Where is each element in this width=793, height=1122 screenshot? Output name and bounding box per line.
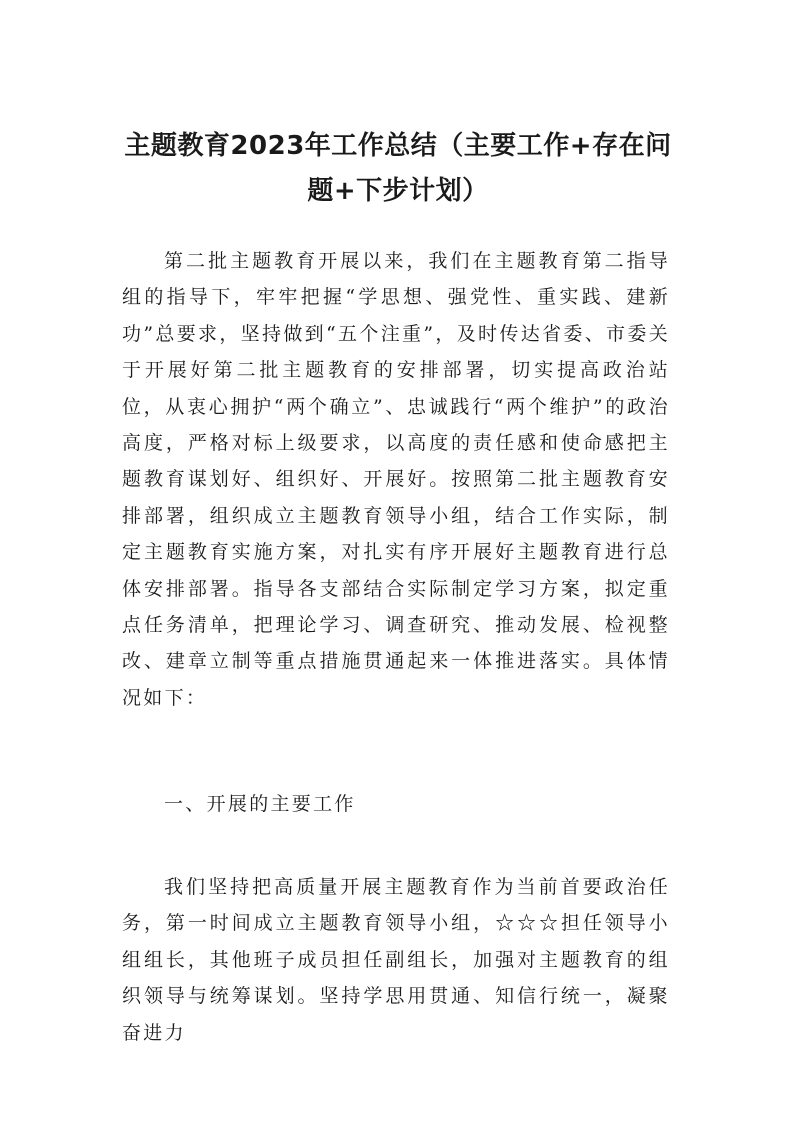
section-paragraph: 我们坚持把高质量开展主题教育作为当前首要政治任务，第一时间成立主题教育领导小组，☆☆☆担任领导小组组长，其他班子成员担任副组长，加强对主题教育的组织领导与统筹谋划。坚持学思用贯通、知信行统一，凝聚奋进力 <box>122 876 670 1044</box>
intro-paragraph: 第二批主题教育开展以来，我们在主题教育第二指导组的指导下，牢牢把握“学思想、强党性、重实践、建新功”总要求，坚持做到“五个注重”，及时传达省委、市委关于开展好第二批主题教育的安排部署，切实提高政治站位，从衷心拥护“两个确立”、忠诚践行“两个维护”的政治高度，严格对标上级要求，以高度的责任感和使命感把主题教育谋划好、组织好、开展好。按照第二批主题教育安排部署，组织成立主题教育领导小组，结合工作实际，制定主题教育实施方案，对扎实有序开展好主题教育进行总体安排部署。指导各支部结合实际制定学习方案，拟定重点任务清单，把理论学习、调查研究、推动发展、检视整改、建章立制等重点措施贯通起来一体推进落实。具体情况如下： <box>122 250 670 709</box>
document-title: 主题教育2023年工作总结（主要工作+存在问题+下步计划） <box>124 131 672 206</box>
section-heading: 一、开展的主要工作 <box>164 793 356 815</box>
